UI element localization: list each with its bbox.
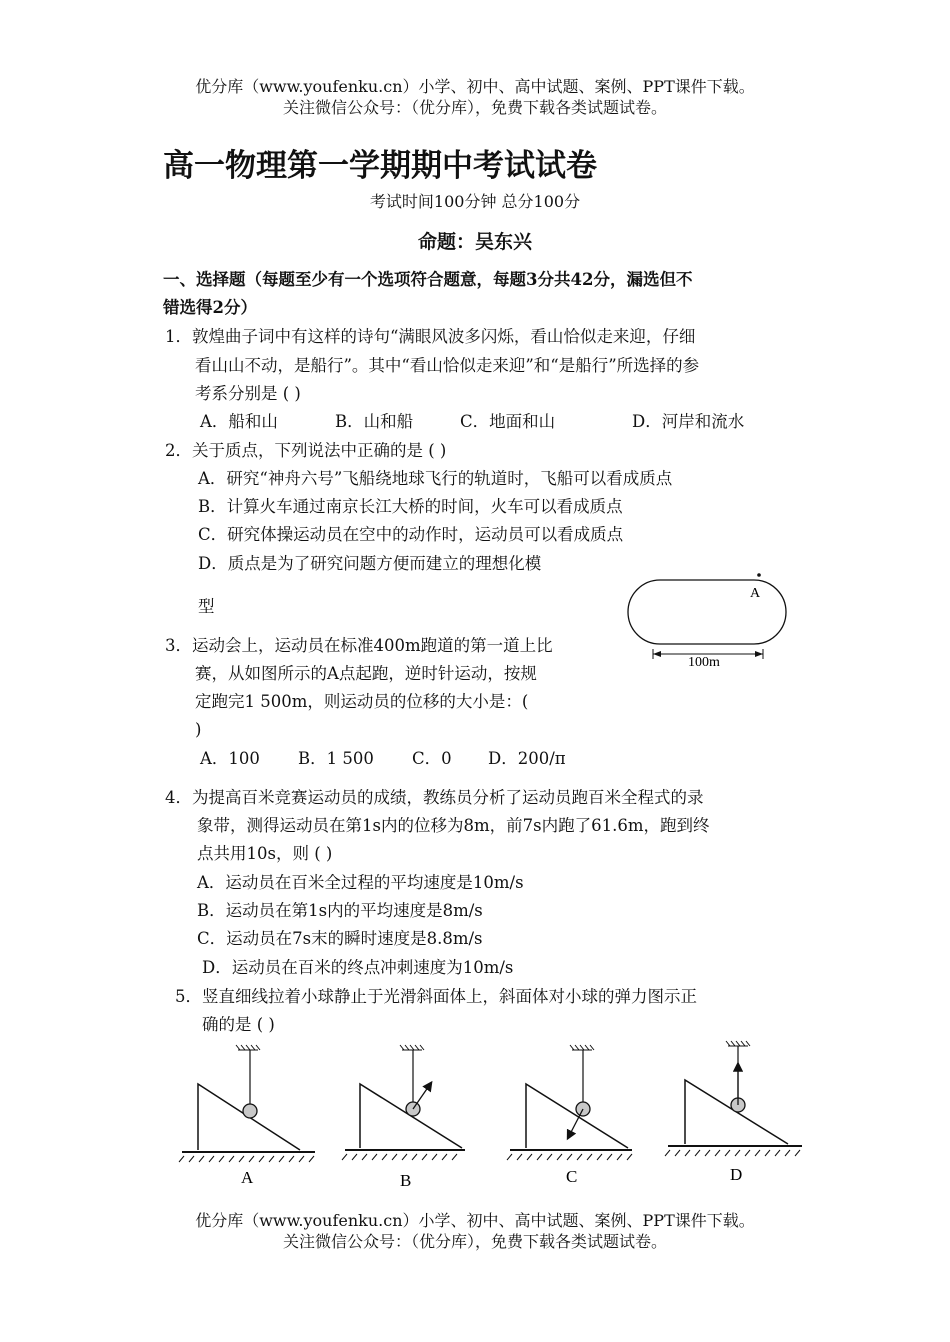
q4-option-a: A．运动员在百米全过程的平均速度是10m/s [197, 873, 524, 892]
ground-hatch [342, 1154, 457, 1160]
section-heading-1: 一、选择题（每题至少有一个选项符合题意，每题3分共42分，漏选但不 [163, 270, 693, 289]
q2-option-a: A．研究“神舟六号”飞船绕地球飞行的轨道时，飞船可以看成质点 [198, 469, 673, 488]
section-heading-2: 错选得2分） [163, 298, 257, 317]
length-label: 100m [688, 655, 720, 670]
q2-stem: 2．关于质点，下列说法中正确的是 ( ) [165, 441, 447, 460]
q4-line-1: 4．为提高百米竞赛运动员的成绩，教练员分析了运动员跑百米全程式的录 [165, 788, 704, 807]
ground-hatch [179, 1156, 314, 1162]
ground-hatch [665, 1150, 800, 1156]
q3-option-a: A．100 [200, 749, 260, 768]
q1-option-c: C．地面和山 [460, 412, 556, 431]
header-line-1: 优分库（www.youfenku.cn）小学、初中、高中试题、案例、PPT课件下载。 [195, 77, 755, 96]
q1-line-1: 1．敦煌曲子词中有这样的诗句“满眼风波多闪烁，看山恰似走来迎，仔细 [165, 327, 696, 346]
figure-d-label: D [730, 1165, 743, 1184]
figure-d [665, 1041, 802, 1184]
figure-c-label: C [566, 1167, 578, 1186]
page-title: 高一物理第一学期期中考试试卷 [163, 148, 597, 184]
q4-option-d: D．运动员在百米的终点冲刺速度为10m/s [202, 958, 514, 977]
q4-line-3: 点共用10s，则 ( ) [197, 844, 333, 863]
q3-option-d: D．200/π [488, 749, 566, 768]
author: 命题：吴东兴 [417, 231, 532, 253]
q1-line-2: 看山山不动，是船行”。其中“看山恰似走来迎”和“是船行”所选择的参 [195, 356, 700, 375]
q3-line-3: 定跑完1 500m，则运动员的位移的大小是：( [195, 692, 529, 711]
figure-a [179, 1045, 315, 1187]
force-arrow [568, 1109, 583, 1138]
header-line-2: 关注微信公众号：（优分库），免费下载各类试题试卷。 [282, 98, 667, 117]
dimension-arrow-right [755, 651, 763, 657]
q5-line-1: 5．竖直细线拉着小球静止于光滑斜面体上，斜面体对小球的弹力图示正 [175, 987, 697, 1006]
q3-line-2: 赛，从如图所示的A点起跑，逆时针运动，按规 [195, 664, 537, 683]
q5-line-2: 确的是 ( ) [202, 1015, 275, 1034]
figure-c [507, 1045, 632, 1186]
ceiling-hatch [726, 1041, 750, 1046]
ceiling-hatch [570, 1045, 594, 1050]
q2-option-b: B．计算火车通过南京长江大桥的时间，火车可以看成质点 [198, 497, 623, 516]
point-a-label: A [750, 586, 761, 601]
track-oval [628, 580, 786, 644]
q3-option-c: C．0 [412, 749, 452, 768]
running-track-figure [620, 568, 800, 678]
ground-hatch [507, 1154, 632, 1160]
ceiling-hatch [236, 1045, 260, 1050]
figure-a-label: A [241, 1168, 254, 1187]
incline-figures [170, 1040, 810, 1195]
q4-line-2: 象带，测得运动员在第1s内的位移为8m，前7s内跑了61.6m，跑到终 [197, 816, 710, 835]
q4-option-b: B．运动员在第1s内的平均速度是8m/s [197, 901, 483, 920]
q1-option-b: B．山和船 [335, 412, 414, 431]
incline-block [526, 1084, 628, 1148]
q1-option-d: D．河岸和流水 [632, 412, 745, 431]
q1-line-3: 考系分别是 ( ) [195, 384, 301, 403]
footer-line-1: 优分库（www.youfenku.cn）小学、初中、高中试题、案例、PPT课件下载。 [195, 1211, 755, 1230]
ceiling-hatch [400, 1045, 424, 1050]
dimension-arrow-left [653, 651, 661, 657]
force-arrow [413, 1083, 431, 1109]
start-point-dot [757, 573, 761, 577]
q2-option-c: C．研究体操运动员在空中的动作时，运动员可以看成质点 [198, 525, 624, 544]
ball [243, 1104, 257, 1118]
q4-option-c: C．运动员在7s末的瞬时速度是8.8m/s [197, 929, 483, 948]
q3-line-4: ) [195, 720, 202, 739]
exam-info: 考试时间100分钟 总分100分 [369, 192, 581, 211]
q1-option-a: A．船和山 [200, 412, 278, 431]
q3-line-1: 3．运动会上，运动员在标准400m跑道的第一道上比 [165, 636, 553, 655]
q3-option-b: B．1 500 [298, 749, 374, 768]
q2-option-d-line-1: D．质点是为了研究问题方便而建立的理想化模 [198, 554, 542, 573]
figure-b [342, 1045, 465, 1190]
footer-line-2: 关注微信公众号：（优分库），免费下载各类试题试卷。 [282, 1232, 667, 1251]
q2-option-d-line-2: 型 [198, 597, 215, 616]
figure-b-label: B [400, 1171, 412, 1190]
